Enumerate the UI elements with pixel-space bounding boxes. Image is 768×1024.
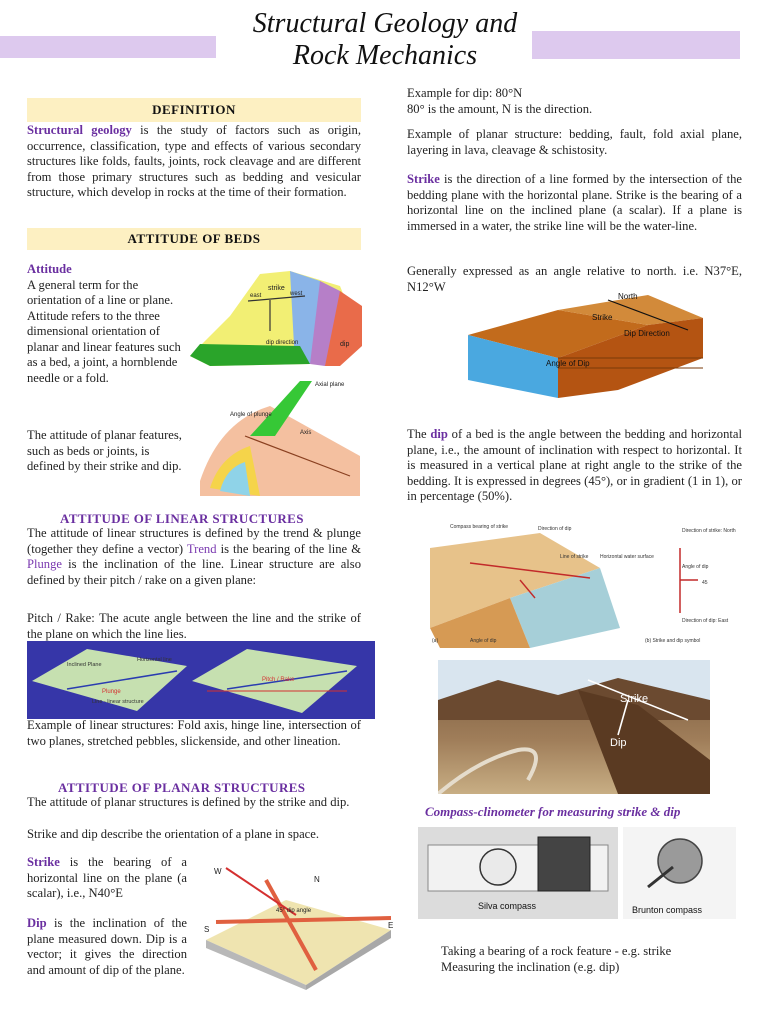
fig1-dip-label: dip xyxy=(340,341,350,348)
fig6-compass-bearing-label: Compass bearing of strike xyxy=(450,524,509,530)
strike-term: Strike xyxy=(27,855,60,869)
strike-definition xyxy=(27,855,187,902)
attitude-text-2: The attitude of planar features, such as beds or joints, is defined by their strike and dip. xyxy=(27,428,182,473)
strike-dip-3d-diagram xyxy=(468,290,708,398)
attitude-block xyxy=(27,262,187,386)
planar-structures-header: ATTITUDE OF PLANAR STRUCTURES xyxy=(58,780,306,795)
dip-term-right: dip xyxy=(430,427,448,441)
title-line-1: Structural Geology and xyxy=(252,8,518,39)
fig1-east-label: east xyxy=(250,293,262,299)
linear-text-1: The attitude of linear structures is defined by the trend & plunge (together they define a vector) xyxy=(27,526,361,556)
fig5-strike-label: Strike xyxy=(592,313,613,322)
dip-def-text: is the inclination of the plane measured down. Dip is a vector; it gives the direction and amount of dip of the plane. xyxy=(27,916,187,977)
strike-dip-symbol-diagram xyxy=(420,518,740,654)
fig3-plunge-label: Plunge xyxy=(102,689,121,695)
fig3-horizontal-line-label: Horizontal line xyxy=(137,657,172,663)
attitude-term: Attitude xyxy=(27,262,72,276)
fig4-n-label: N xyxy=(314,875,320,884)
fig5-north-label: North xyxy=(618,292,638,301)
attitude-header: ATTITUDE OF BEDS xyxy=(27,228,361,250)
linear-text-2: is the bearing of the line & xyxy=(216,541,361,556)
bed-block-diagram xyxy=(190,266,362,372)
strike-dip-block-diagram xyxy=(196,860,398,990)
fig6-direction-of-dip-label: Direction of dip xyxy=(538,526,572,532)
fig2-axial-plane-label: Axial plane xyxy=(315,382,345,388)
fig6-b-label: (b) Strike and dip symbol xyxy=(645,638,701,644)
fig2-angle-plunge-label: Angle of plunge xyxy=(230,412,272,418)
dip-example-line-1: Example for dip: 80°N xyxy=(407,86,523,100)
fig6-direction-dip-east-label: Direction of dip: East xyxy=(682,618,729,624)
title-line-2: Rock Mechanics xyxy=(292,40,478,71)
fig5-angle-of-dip-label: Angle of Dip xyxy=(546,359,590,368)
linear-text-3: is the inclination of the line. Linear structure are also defined by their pitch / rake on a given plane: xyxy=(27,557,361,587)
fig3-inclined-plane-label: Inclined Plane xyxy=(67,662,102,668)
plunge-term: Plunge xyxy=(27,557,62,571)
compass-caption: Compass-clinometer for measuring strike & dip xyxy=(425,804,681,819)
dip-para-1: The xyxy=(407,427,431,441)
fig6-line-of-strike-label: Line of strike xyxy=(560,554,589,560)
fig7-strike-label: Strike xyxy=(620,693,649,705)
definition-header: DEFINITION xyxy=(27,98,361,122)
title-bar-left xyxy=(0,36,216,58)
expressed-text: Generally expressed as an angle relative to north. i.e. N37°E, N12°W xyxy=(407,264,742,294)
definition-term: Structural geology xyxy=(27,123,132,137)
fig1-strike-label: strike xyxy=(268,285,285,292)
fig6-horizontal-water-label: Horizontal water surface xyxy=(600,554,654,560)
strike-term-right: Strike xyxy=(407,172,440,186)
fig1-west-label: west xyxy=(290,291,303,297)
fig6-a-label: (a) xyxy=(432,638,439,644)
planar-text: The attitude of planar structures is defined by the strike and dip. xyxy=(27,795,350,809)
definition-paragraph xyxy=(27,123,361,201)
dip-term: Dip xyxy=(27,916,47,930)
attitude-text: A general term for the orientation of a line or plane. Attitude refers to the three dimensional orientation of planar and linear features such as a bed, a joint, a hornblende needle or a fold. xyxy=(27,277,181,385)
fig6-value-45-label: 45 xyxy=(702,580,708,586)
dip-example xyxy=(407,86,742,117)
fig8-silva-label: Silva compass xyxy=(478,901,537,911)
linear-structures-text xyxy=(27,526,361,588)
fig4-w-label: W xyxy=(214,867,222,876)
fig3-linear-structure-label: Line - linear structure xyxy=(92,699,144,705)
fig6-direction-strike-label: Direction of strike: North xyxy=(682,528,736,534)
fig1-dip-direction-label: dip direction xyxy=(266,340,299,346)
fig2-axis-label: Axis xyxy=(300,430,312,436)
fig3-pitch-rake-label: Pitch / Rake xyxy=(262,677,295,683)
linear-examples-text: Example of linear structures: Fold axis, hinge line, intersection of two planes, stretched pebbles, slickenside, and other lineation. xyxy=(27,718,361,748)
fig8-brunton-label: Brunton compass xyxy=(632,905,703,915)
definition-text: is the study of factors such as origin, occurrence, classification, type and effects of various secondary structures like folds, faults, joints, rock cleavage and are different from those primary structures such as bedding and vesicular structure, which develop in rocks at the time of their formation. xyxy=(27,123,362,199)
pitch-rake-diagram xyxy=(27,641,375,719)
fig7-dip-label: Dip xyxy=(610,737,627,749)
dip-example-line-2: 80° is the amount, N is the direction. xyxy=(407,101,593,116)
inclination-text: Measuring the inclination (e.g. dip) xyxy=(441,960,620,974)
fig6-angle-dip-right-label: Angle of dip xyxy=(682,564,709,570)
dip-paragraph xyxy=(407,427,742,505)
dip-definition xyxy=(27,916,187,978)
planar-example: Example of planar structure: bedding, fault, fold axial plane, layering in lava, cleavage & schistosity. xyxy=(407,127,742,157)
strike-text-right: is the direction of a line formed by the intersection of the bedding plane with the horizontal plane. Strike is the bearing of a horizontal line on the inclined plane (a scalar). If a plane is immersed in a water, the strike line will be the water-line. xyxy=(407,172,742,233)
landscape-strike-dip-photo xyxy=(438,660,710,794)
fold-plunge-diagram xyxy=(190,376,362,496)
strike-paragraph xyxy=(407,172,742,234)
fig4-dip-angle-label: 45° dip angle xyxy=(276,908,312,914)
trend-term: Trend xyxy=(186,541,217,556)
fig5-dip-direction-label: Dip Direction xyxy=(624,329,670,338)
pitch-rake-text: Pitch / Rake: The acute angle between the line and the strike of the plane on which the line lies. xyxy=(27,611,361,641)
compass-photos xyxy=(418,827,736,919)
linear-structures-header: ATTITUDE OF LINEAR STRUCTURES xyxy=(60,511,304,526)
strike-def-text: is the bearing of a horizontal line on the plane (a scalar), i.e., N40°E xyxy=(27,855,187,900)
bearing-text: Taking a bearing of a rock feature - e.g. strike xyxy=(441,944,672,958)
fig6-angle-of-dip-label: Angle of dip xyxy=(470,638,497,644)
planar-text-2: Strike and dip describe the orientation of a plane in space. xyxy=(27,827,320,841)
fig4-e-label: E xyxy=(388,921,394,930)
dip-para-2: of a bed is the angle between the bedding and horizontal plane, i.e., the amount of inclination with respect to horizontal. It is measured in a vertical plane at right angle to the strike of the bedding. It is expressed in degrees (45°), or in gradient (1 in 1), or in percentage (50%). xyxy=(407,427,742,503)
fig4-s-label: S xyxy=(204,925,210,934)
page-title xyxy=(200,8,570,72)
